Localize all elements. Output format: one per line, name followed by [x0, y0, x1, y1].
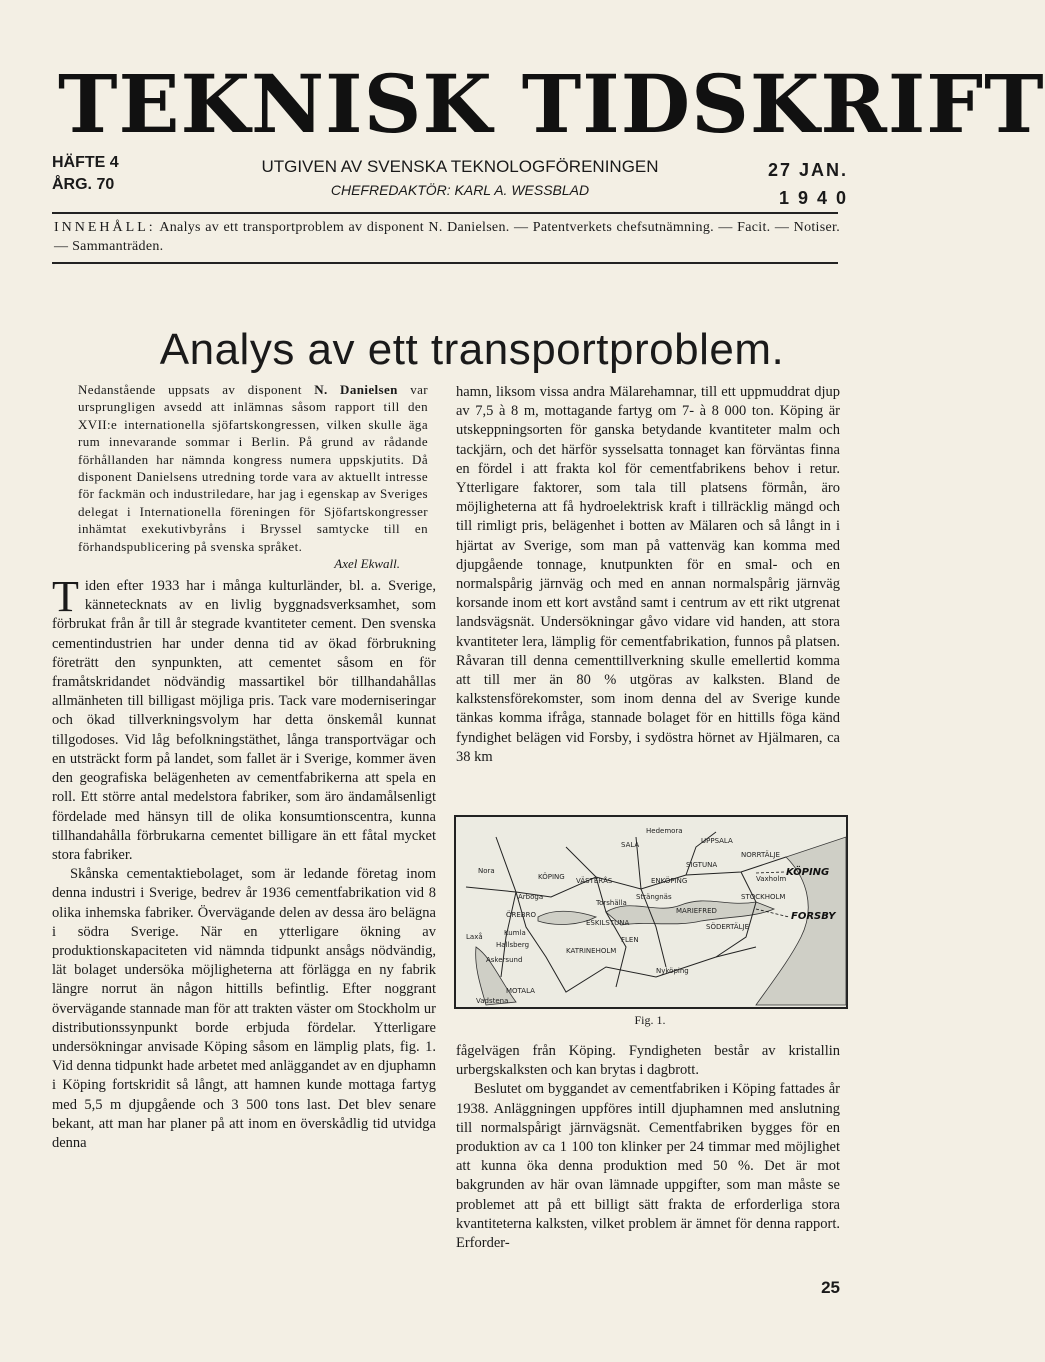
- editor-intro: [78, 381, 428, 555]
- map-label-koping: KÖPING: [538, 873, 565, 881]
- map-drawing: [456, 817, 846, 1007]
- map-label-vaxholm: Vaxholm: [756, 875, 787, 883]
- map-label-vadstena: Vadstena: [476, 997, 509, 1005]
- table-of-contents: [54, 218, 840, 256]
- editor-line: CHEFREDAKTÖR: KARL A. WESSBLAD: [330, 182, 590, 198]
- figure-caption: Fig. 1.: [634, 1013, 666, 1027]
- drop-cap: T: [52, 572, 79, 622]
- contents-label: INNEHÅLL:: [54, 220, 156, 235]
- map-label-flen: FLEN: [621, 936, 639, 944]
- contents-text: Analys av ett transportproblem av disponent N. Danielsen. — Patentverkets chefsutnämning. — Facit. — Notiser. — Sammanträden.: [54, 220, 840, 254]
- date-day: 27 JAN.: [767, 160, 848, 180]
- intro-author: N. Danielsen: [314, 382, 398, 397]
- paragraph-4: fågelvägen från Köping. Fyndigheten består av kristallin urbergskalksten och kan brytas i dagbrott.: [456, 1043, 840, 1079]
- paragraph-1-text: iden efter 1933 har i många kulturländer, bl. a. Sverige, kännetecknats av en livlig byggnadsverksamhet, som förbrukat från år till år stegrade kvantiteter cement. Den svenska cementindustrien har under denna tid av ökad förbrukning företrätt den synpunkten, att cementet såsom en för framåtskridandet nödvändig massartikel bör tillhandahållas allmänheten till billigast möjliga pris. Tack vare moderniseringar och ökad tillverkningsvolym har detta önskemål kunnat tillgodoses. Vid låg befolkningstäthet, långa transportvägar och en utsträckt form på landet, som fallet är i Sverige, kommer även den geografiska belägenheten av cementfabrikerna att spela en roll. Ett större antal medelstora fabriker, som äro ändamålsenligt fördelade med hänsyn till de olika konsumtionscentra, kunna tillhandahålla förbrukarna cementet billigare än ett fåtal mycket stora fabriker.: [52, 578, 436, 863]
- map-label-katrineholm: KATRINEHOLM: [566, 947, 617, 955]
- issue-number: HÄFTE 4: [52, 154, 119, 171]
- map-label-laxa: Laxå: [466, 933, 483, 941]
- date-year: 1 9 4 0: [778, 188, 848, 208]
- issue-date: [760, 156, 848, 212]
- map-label-norrtalje: NORRTÄLJE: [741, 851, 780, 859]
- volume-year: ÅRG. 70: [52, 176, 115, 193]
- left-column: [52, 381, 436, 1153]
- map-label-nykoping: Nyköping: [656, 967, 689, 975]
- publisher-info: [240, 155, 680, 201]
- map-label-orebro: ÖREBRO: [506, 911, 536, 919]
- map-note-koping: KÖPING: [786, 867, 830, 878]
- journal-masthead: TEKNISK TIDSKRIFT: [58, 57, 1045, 151]
- article-title: Analys av ett transportproblem.: [159, 325, 785, 374]
- right-column-continued: [456, 1042, 840, 1253]
- map-label-uppsala: UPPSALA: [701, 837, 733, 845]
- map-label-eskilstuna: ESKILSTUNA: [586, 919, 630, 927]
- intro-before: Nedanstående uppsats av disponent: [78, 382, 302, 397]
- map-label-motala: MOTALA: [506, 987, 535, 995]
- map-label-hedemora: Hedemora: [646, 827, 683, 835]
- map-label-kumla: Kumla: [504, 929, 526, 937]
- map-label-stockholm: STOCKHOLM: [741, 893, 786, 901]
- map-label-torshalla: Torshälla: [596, 899, 627, 907]
- intro-signature: Axel Ekwall.: [334, 556, 400, 572]
- map-label-enkoping: ENKÖPING: [651, 877, 688, 885]
- contents-rule: [52, 262, 838, 264]
- map-label-askersund: Askersund: [486, 956, 523, 964]
- intro-after: var ursprungligen avsedd att inlämnas såsom rapport till den XVII:e internationella sjöfartskongressen, vilken skulle äga rum innevarande sommar i Berlin. På grund av rådande förhållanden har nämnda kongress numera uppskjutits. Då disponent Danielsens utredning torde vara av aktuellt intresse för fackmän och industriledare, har jag i egenskap av Sveriges delegat i Internationella föreningen för Sjöfartskongresser inhämtat exekutivbyråns i Bryssel samtycke till en förhandspublicering på svenska språket.: [78, 382, 429, 554]
- header-rule: [52, 212, 838, 214]
- figure-map: [454, 815, 848, 1009]
- map-label-mariefred: MARIEFRED: [676, 907, 717, 915]
- map-label-nora: Nora: [478, 867, 495, 875]
- paragraph-1: [52, 572, 436, 865]
- issue-info: [52, 152, 119, 196]
- paragraph-5: Beslutet om byggandet av cementfabriken i Köping fattades år 1938. Anläggningen uppföres intill djuphamnen med anslutning till normalspårigt järnvägsnät. Cementfabriken bygges för en produktion av ca 1 100 ton klinker per 24 timmar med möjlighet att kunna öka denna produktion med 50 %. Det är mot bakgrunden av här ovan lämnade uppgifter, som man måste se problemet att på ett billigt sätt frakta de erforderliga stora kvantiteterna kalksten, vilket problem är ämnet för denna rapport. Erforder-: [456, 1081, 840, 1252]
- publisher-line: UTGIVEN AV SVENSKA TEKNOLOGFÖRENINGEN: [261, 157, 659, 176]
- right-column: [456, 383, 840, 767]
- map-label-sigtuna: SIGTUNA: [686, 861, 718, 869]
- map-label-arboga: Arboga: [518, 893, 544, 901]
- map-label-sodertalje: SÖDERTÄLJE: [706, 923, 750, 931]
- paragraph-2: Skånska cementaktiebolaget, som är ledande företag inom denna industri i Sverige, bedrev år 1936 cementfabrikation vid 8 olika inhemska fabriker. Övervägande delen av dessa äro belägna i södra Sverige. När en ytterligare ökning av produktionskapaciteten vid nämnda tidpunkt ansågs nödvändig, lät bolaget undersöka möjligheterna att förlägga en ny fabrik längre norrut än någon hittills befintlig. Efter noggrant övervägande stannade man för att trakten väster om Stockholm ur distributionssynpunkt borde erbjuda fördelar. Ytterligare undersökningar anvisade Köping såsom en lämplig plats, fig. 1. Vid denna tidpunkt hade arbetet med anläggandet av en djuphamn i Köping fortskridit så långt, att hamnen kunde mottaga fartyg med 5,5 m djupgående och 3 500 tons last. Det blev senare bekant, att man har planer på att inom en överskådlig tid utvidga denna: [52, 866, 436, 1151]
- map-note-forsby: FORSBY: [791, 911, 836, 922]
- page-number: 25: [821, 1278, 840, 1297]
- map-label-hallsberg: Hallsberg: [496, 941, 530, 949]
- map-label-sala: SALA: [621, 841, 640, 849]
- paragraph-3: hamn, liksom vissa andra Mälarehamnar, till ett uppmuddrat djup av 7,5 à 8 m, mottagande fartyg om 7- à 8 000 ton. Köping är utskeppningsorten för ganska betydande kvantiteter malm och tackjärn, och det härför sysselsatta tonnaget kan förväntas finna en fördel i att frakta kol för cementfabrikens behov i retur. Ytterligare faktorer, som tala till platsens förmån, äro möjligheterna att få hydroelektrisk kraft i tillräcklig mängd och till rimligt pris, belägenhet i botten av Mälaren och så långt in i hjärtat av Sverige, som man på vattenväg kan komma med djupgående tonnage, knutpunkten för en smal- och en normalspårig järnväg och med en annan normalspårig järnväg korsande inom ett kort avstånd samt i centrum av ett rikt utgrenat landsvägsnät. Undersökningar gåvo vidare vid handen, att stora kvantiteter lera, lämplig för cementfabrikation, funnos på platsen. Råvaran till denna cementtillverkning skulle emellertid komma att till mer än 80 % utgöras av kalksten. Bland de kalkstensförekomster, som inom denna del av Sverige kunde tänkas komma ifråga, stannade bolaget för en hittills föga känd fyndighet belägen vid Forsby, i sydöstra hörnet av Hjälmaren, ca 38 km: [456, 384, 840, 765]
- map-label-strangnas: Strängnäs: [636, 893, 672, 901]
- map-label-vasteras: VÄSTERÅS: [576, 877, 613, 885]
